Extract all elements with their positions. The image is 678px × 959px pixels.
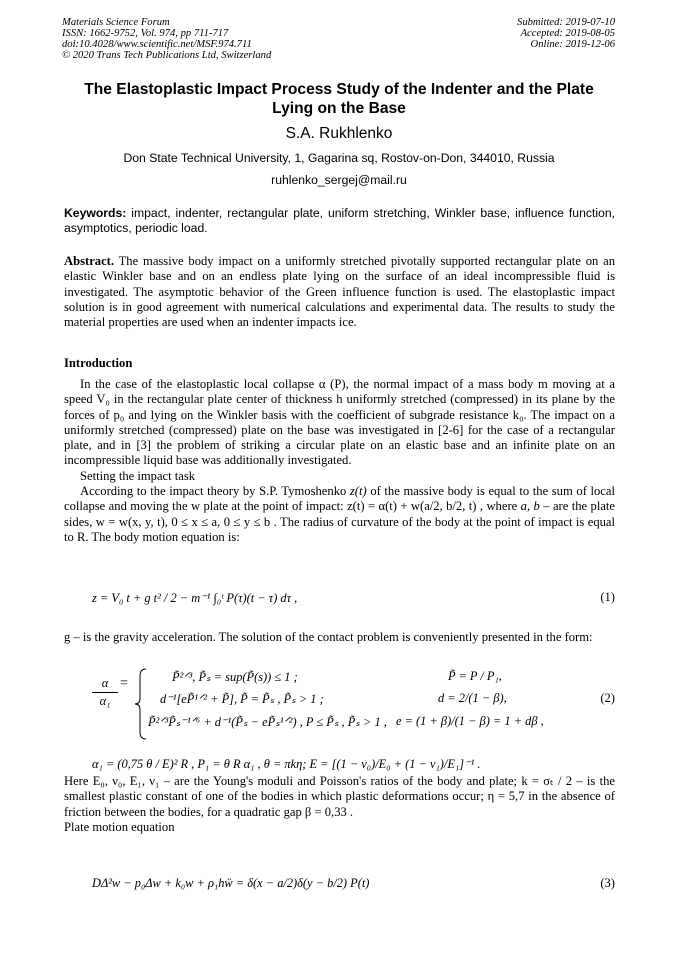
equation-2-row-2-right: d = 2/(1 − β), [438, 691, 507, 705]
submitted-date: Submitted: 2019-07-10 [517, 17, 615, 28]
intro-p3-math: z(t) [349, 484, 367, 499]
equation-2-lhs-bottom: α₁ [99, 694, 111, 708]
paper-title: The Elastoplastic Impact Process Study of the Indenter and the Plate Lying on the Base [84, 81, 594, 117]
intro-paragraph-1: In the case of the elastoplastic local collapse α (P), the normal impact of a mass body m moving at a speed V₀ in the rectangular plate center of thickness h uniformly stretched (compressed) in its plane by the forces of p₀ and lying on the Winkler basis with the coefficient of subgrade resistance k₀. The impact on a uniformly stretched (compressed) plate on the base was investigated in [2-6] for the case of a rectangular plate, and in [3] the problem of striking a circular plate on an elastic base and an infinite plate on an incompressible liquid base was additionally investigated. [64, 377, 615, 468]
author-name: S.A. Rukhlenko [285, 125, 393, 142]
equation-3: DΔ²w − p₀Δw + k₀w + ρ₁hẅ = δ(x − a/2)δ(y − b/2) P(t) [92, 876, 370, 890]
equation-2-lhs-eq: = [120, 676, 128, 691]
equation-2-row-1-right: P̃ = P / P₁, [448, 669, 502, 683]
text-after-eq2-b: Plate motion equation [64, 819, 175, 834]
text-after-eq2 [64, 774, 615, 835]
keywords-text: impact, indenter, rectangular plate, uniform stretching, Winkler base, influence function, asymptotics, periodic load. [64, 206, 615, 235]
intro-p3-part: of the massive body is equal to the sum of local collapse and moving the w plate at the point of impact: z(t) = α(t) + w(a/2, b/2, t) , where [64, 484, 615, 514]
equation-2-definitions: α₁ = (0,75 θ / E)² R , P₁ = θ R α₁ , θ = πkη; E = [(1 − ν₀)/E₀ + (1 − ν₁)/E₁]⁻¹ . [92, 757, 481, 771]
issn-line: ISSN: 1662-9752, Vol. 974, pp 711-717 [62, 28, 229, 39]
keywords [64, 206, 615, 236]
equation-2-row-3-right: e = (1 + β)/(1 − β) = 1 + dβ , [396, 714, 544, 728]
journal-name: Materials Science Forum [62, 17, 170, 28]
fraction-bar [92, 692, 118, 693]
brace-icon [134, 668, 148, 740]
equation-2-row-2-left: d⁻¹[eP̃¹ᐟ² + P̃], P̃ = P̃ₛ , P̃ₛ > 1 ; [160, 692, 324, 706]
online-date: Online: 2019-12-06 [530, 39, 615, 50]
equation-2-lhs [92, 676, 118, 709]
equation-2-row-1-left: P̃²ᐟ³, P̃ₛ = sup(P̃(s)) ≤ 1 ; [172, 670, 298, 684]
intro-p3-part: According to the impact theory by S.P. Tymoshenko [80, 484, 350, 499]
intro-body [64, 377, 615, 545]
accepted-date: Accepted: 2019-08-05 [520, 28, 615, 39]
equation-2-number: (2) [600, 691, 615, 705]
dates-header [517, 17, 615, 50]
equation-1-number: (1) [600, 590, 615, 604]
keywords-label: Keywords: [64, 206, 127, 220]
equation-3-number: (3) [600, 876, 615, 890]
intro-paragraph-2: Setting the impact task [80, 468, 196, 483]
affiliation: Don State Technical University, 1, Gagarina sq, Rostov-on-Don, 344010, Russia [123, 151, 555, 165]
abstract-text: The massive body impact on a uniformly stretched pivotally supported rectangular plate on an elastic Winkler base and on an endless plate lying on the surface of an ideal incompressible fluid is investigated. The asymptotic behavior of the Green influence function is used. The elastoplastic impact solution is in good agreement with numerical calculations and experimental data. The results to study the material properties are used when an indenter impacts ice. [64, 254, 615, 330]
doi-line: doi:10.4028/www.scientific.net/MSF.974.711 [62, 39, 252, 50]
intro-p3-math: a, b [520, 499, 540, 514]
intro-p3-part: – are the plate sides, w = w(x, y, t), 0 ≤ x ≤ a, 0 ≤ y ≤ b . The radius of curvature of the body at the point of impact is equal to R. The body motion equation is: [64, 499, 616, 544]
equation-1: z = V₀ t + g t² / 2 − m⁻¹ ∫₀ᵗ P(τ)(t − τ) dτ , [92, 591, 298, 605]
intro-heading: Introduction [64, 356, 133, 370]
equation-2-lhs-top: α [101, 676, 109, 690]
abstract [64, 254, 615, 330]
abstract-label: Abstract. [64, 254, 115, 268]
equation-2-row-3-left: P̃²ᐟ³P̃ₛ⁻¹ᐟ⁶ + d⁻¹(P̃ₛ − eP̃ₛ¹ᐟ²) , P ≤ P̃ₛ , P̃ₛ > 1 , [148, 715, 387, 729]
text-after-eq1: g – is the gravity acceleration. The solution of the contact problem is conveniently presented in the form: [64, 630, 593, 644]
copyright-line: © 2020 Trans Tech Publications Ltd, Switzerland [62, 50, 272, 61]
text-after-eq2-a: Here E₀, ν₀, E₁, ν₁ – are the Young's moduli and Poisson's ratios of the body and plate; k = σₜ / 2 – is the smallest plastic constant of one of the bodies in which plastic deformations occur; η = 5,7 in the absence of friction between the bodies, for a quadratic gap β = 0,33 . [64, 774, 615, 819]
intro-paragraph-3 [64, 484, 615, 545]
author-email: ruhlenko_sergej@mail.ru [271, 173, 407, 187]
journal-header [62, 17, 271, 61]
